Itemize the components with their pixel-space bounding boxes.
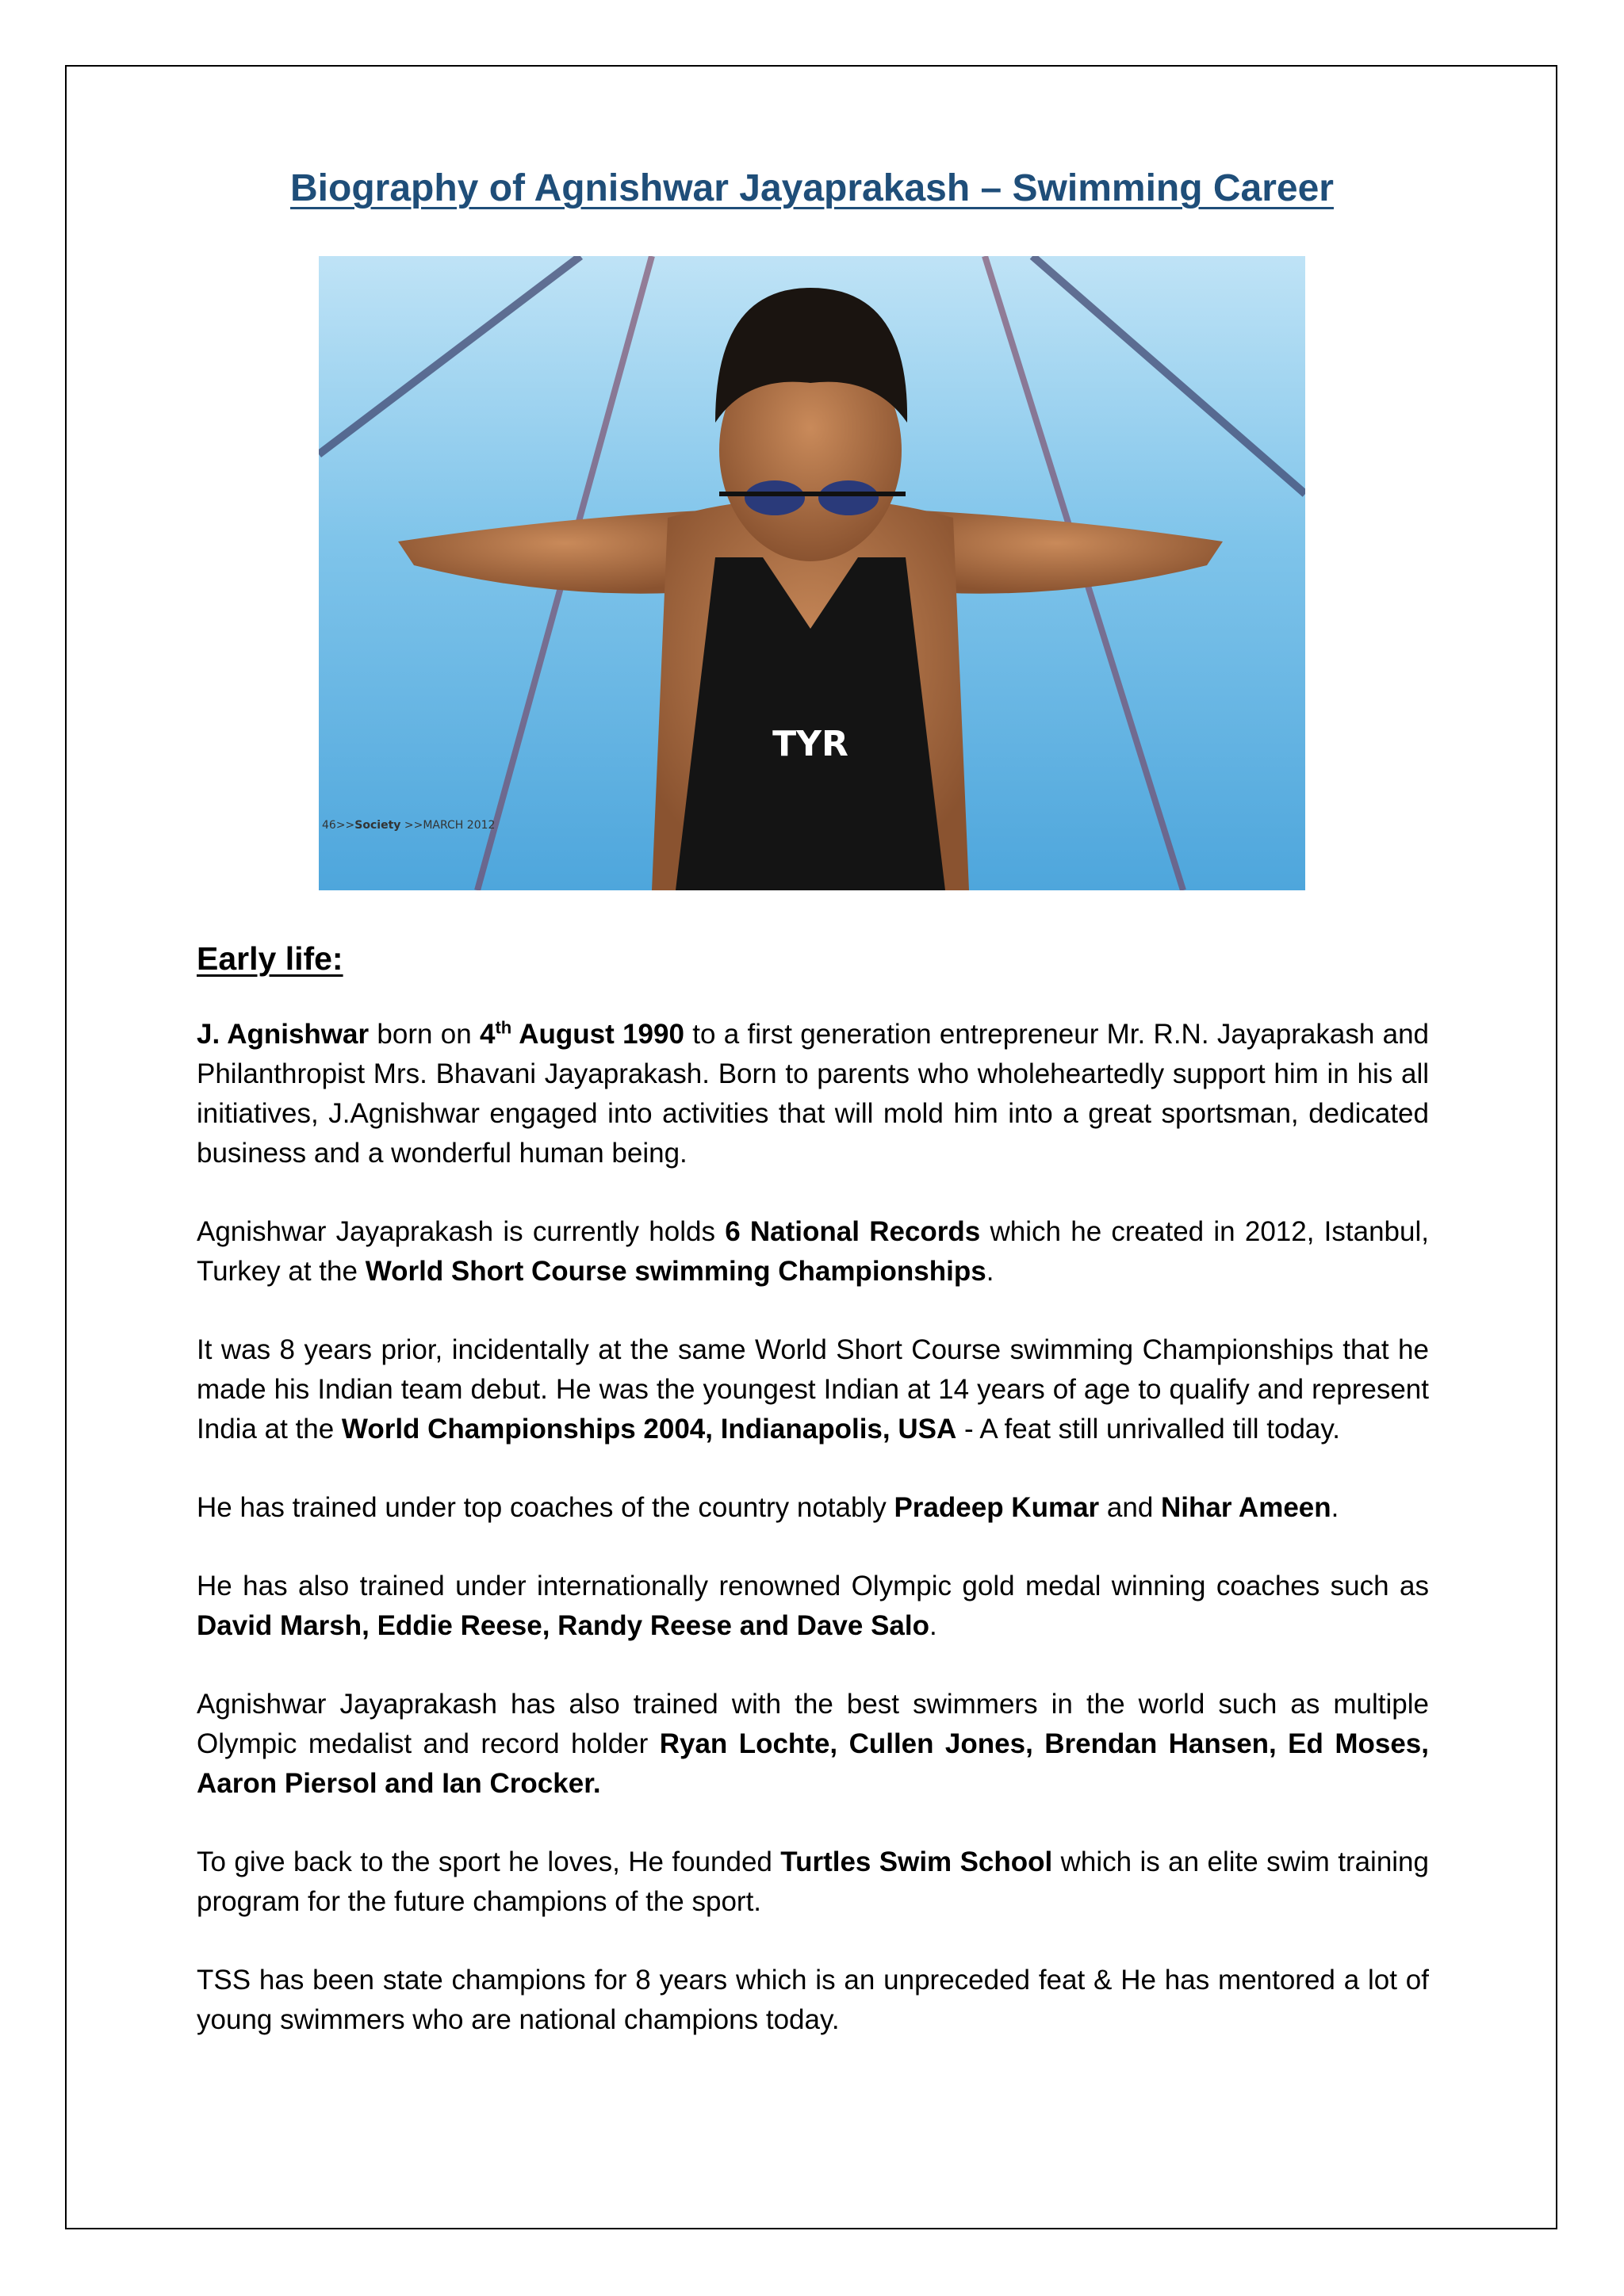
- caption-magazine: Society: [354, 819, 401, 832]
- paragraph-2: Agnishwar Jayaprakash is currently holds 6 National Records which he created in 2012, Istanbul, Turkey at the World Short Course swimming Championships.: [197, 1216, 1429, 1287]
- paragraph-3: It was 8 years prior, incidentally at the same World Short Course swimming Championships that he made his Indian team debut. He was the youngest Indian at 14 years of age to qualify and represent India at the World Championships 2004, Indianapolis, USA - A feat still unrivalled till today.: [197, 1334, 1429, 1445]
- svg-text:46>>Society >>MARCH 2012: 46>>Society >>MARCH 2012: [322, 819, 496, 832]
- caption-issue: 46: [322, 819, 336, 832]
- page-title: Biography of Agnishwar Jayaprakash – Swimming Career: [290, 167, 1334, 209]
- paragraph-5: He has also trained under internationally renowned Olympic gold medal winning coaches such as David Marsh, Eddie Reese, Randy Reese and Dave Salo.: [197, 1571, 1429, 1641]
- caption-date: MARCH 2012: [423, 819, 496, 832]
- paragraph-1: J. Agnishwar born on 4th August 1990 to a first generation entrepreneur Mr. R.N. Jayaprakash and Philanthropist Mrs. Bhavani Jayaprakash. Born to parents who wholeheartedly support him in his all initiatives, J.Agnishwar engaged into activities that will mold him into a great sportsman, dedicated business and a wonderful human being.: [197, 1017, 1430, 1169]
- paragraph-8: TSS has been state champions for 8 years which is an unpreceded feat & He has mentored a lot of young swimmers who are national champions today.: [197, 1965, 1429, 2035]
- paragraph-6: Agnishwar Jayaprakash has also trained with the best swimmers in the world such as multiple Olympic medalist and record holder Ryan Lochte, Cullen Jones, Brendan Hansen, Ed Moses, Aaron Piersol and Ian Crocker.: [197, 1689, 1429, 1799]
- swimmer-photo: [319, 256, 1305, 890]
- suit-logo: TYR: [772, 724, 848, 764]
- paragraph-7: To give back to the sport he loves, He founded Turtles Swim School which is an elite swim training program for the future champions of the sport.: [197, 1846, 1429, 1917]
- section-heading-early-life: Early life:: [197, 940, 343, 977]
- paragraph-4: He has trained under top coaches of the country notably Pradeep Kumar and Nihar Ameen.: [197, 1492, 1339, 1523]
- biography-body: [197, 1015, 1429, 2079]
